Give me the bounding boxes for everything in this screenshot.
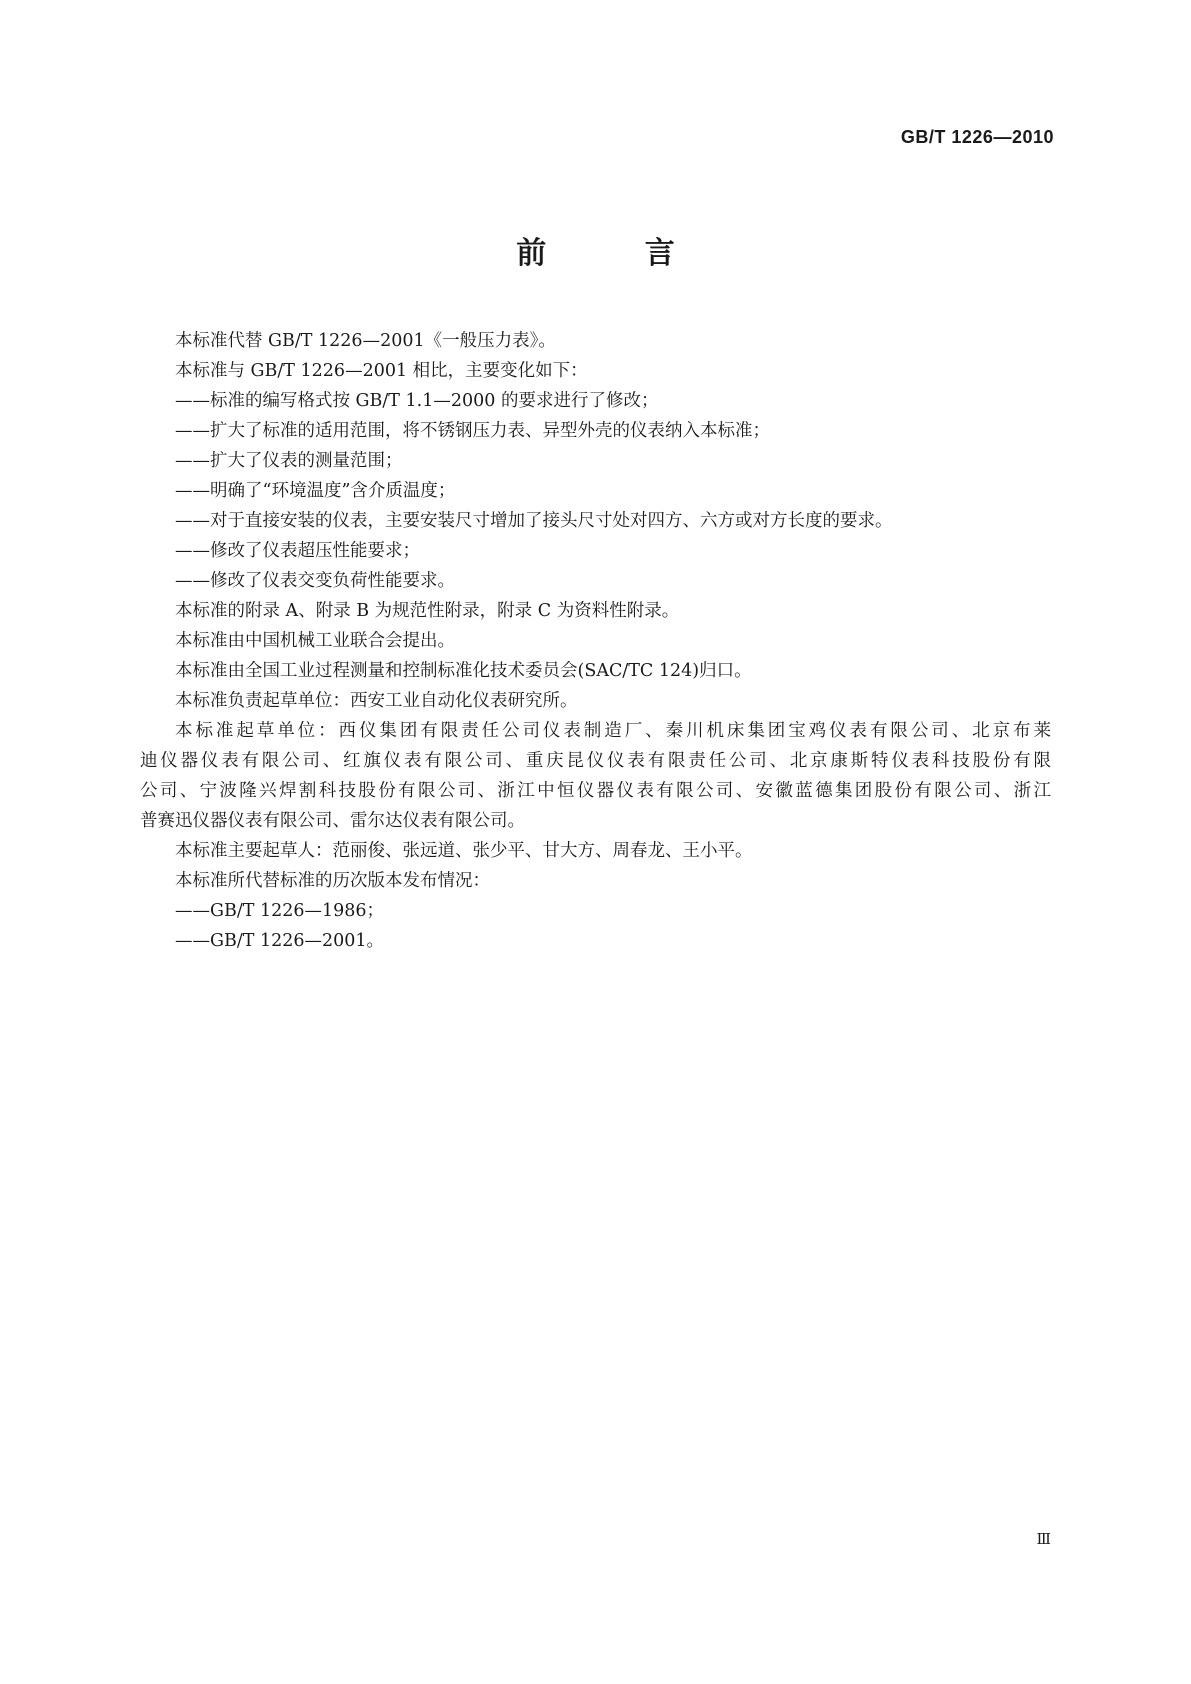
drafting-units-line: 普赛迅仪器仪表有限公司、雷尔达仪表有限公司。 bbox=[140, 811, 525, 831]
drafting-units-line: 迪仪器仪表有限公司、红旗仪表有限公司、重庆昆仪仪表有限责任公司、北京康斯特仪表科技股份有限 bbox=[140, 751, 1051, 771]
previous-edition-2001: ——GB/T 1226—2001。 bbox=[175, 931, 385, 951]
change-item-overpressure: ——修改了仪表超压性能要求； bbox=[175, 541, 420, 561]
paragraph-appendices: 本标准的附录 A、附录 B 为规范性附录，附录 C 为资料性附录。 bbox=[175, 601, 680, 621]
page-title: 前 言 bbox=[516, 236, 719, 271]
paragraph-drafting-units bbox=[140, 716, 1051, 836]
change-item-temperature: ——明确了“环境温度”含介质温度； bbox=[175, 481, 456, 501]
paragraph-centralized-by: 本标准由全国工业过程测量和控制标准化技术委员会(SAC/TC 124)归口。 bbox=[175, 661, 752, 681]
change-item-range: ——扩大了仪表的测量范围； bbox=[175, 451, 403, 471]
change-item-format: ——标准的编写格式按 GB/T 1.1—2000 的要求进行了修改； bbox=[175, 391, 659, 411]
page-number: Ⅲ bbox=[1036, 1530, 1051, 1548]
foreword-body bbox=[140, 326, 1051, 956]
paragraph-proposed-by: 本标准由中国机械工业联合会提出。 bbox=[175, 631, 455, 651]
paragraph-responsible-unit: 本标准负责起草单位：西安工业自动化仪表研究所。 bbox=[175, 691, 578, 711]
drafting-units-line: 本标准起草单位：西仪集团有限责任公司仪表制造厂、秦川机床集团宝鸡仪表有限公司、北京布莱 bbox=[175, 721, 1051, 741]
standard-code-header: GB/T 1226—2010 bbox=[900, 127, 1054, 147]
change-item-alternating-load: ——修改了仪表交变负荷性能要求。 bbox=[175, 571, 455, 591]
previous-edition-1986: ——GB/T 1226—1986； bbox=[175, 901, 385, 921]
paragraph-main-drafters: 本标准主要起草人：范丽俊、张远道、张少平、甘大方、周春龙、王小平。 bbox=[175, 841, 753, 861]
paragraph-replaces: 本标准代替 GB/T 1226—2001《一般压力表》。 bbox=[175, 331, 556, 351]
change-item-scope: ——扩大了标准的适用范围，将不锈钢压力表、异型外壳的仪表纳入本标准； bbox=[175, 421, 770, 441]
paragraph-previous-editions: 本标准所代替标准的历次版本发布情况： bbox=[175, 871, 490, 891]
change-item-installation: ——对于直接安装的仪表，主要安装尺寸增加了接头尺寸处对四方、六方或对方长度的要求。 bbox=[175, 511, 893, 531]
paragraph-changes-intro: 本标准与 GB/T 1226—2001 相比，主要变化如下： bbox=[175, 361, 588, 381]
drafting-units-line: 公司、宁波隆兴焊割科技股份有限公司、浙江中恒仪器仪表有限公司、安徽蓝德集团股份有限公司、浙江 bbox=[140, 781, 1051, 801]
